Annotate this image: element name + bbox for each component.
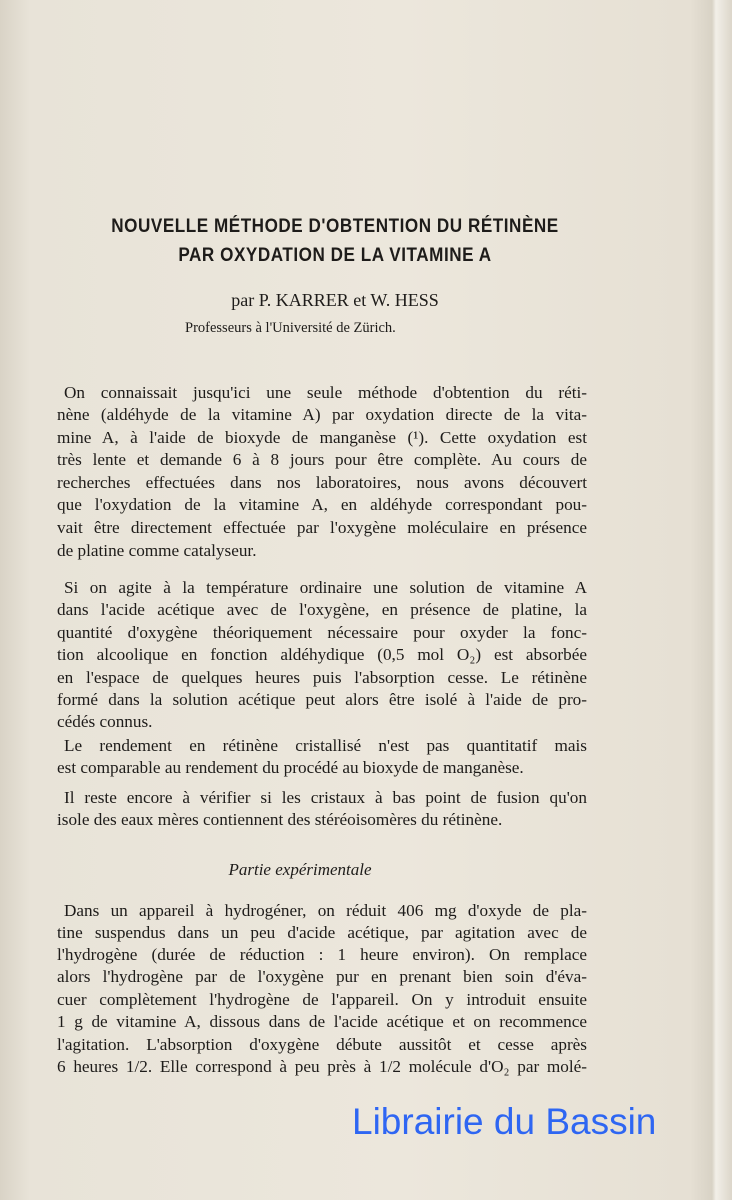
article-title-line-2: PAR OXYDATION DE LA VITAMINE A	[178, 245, 492, 266]
text-line: 1 g de vitamine A, dissous dans de l'acide acétique et on recommence	[57, 1012, 587, 1031]
text-line: est comparable au rendement du procédé au bioxyde de manganèse.	[57, 758, 524, 777]
text-line: tine suspendus dans un peu d'acide acétique, par agitation avec de	[57, 923, 587, 942]
text-line: de platine comme catalyseur.	[57, 541, 257, 560]
authors: par P. KARRER et W. HESS	[231, 290, 439, 310]
text-line: Il reste encore à vérifier si les cristaux à bas point de fusion qu'on	[64, 788, 587, 807]
text-line: Dans un appareil à hydrogéner, on réduit 406 mg d'oxyde de pla-	[64, 901, 587, 920]
text-line: recherches effectuées dans nos laboratoires, nous avons découvert	[57, 473, 587, 492]
text-line: vait être directement effectuée par l'oxygène moléculaire en présence	[57, 518, 587, 537]
text-line: alors l'hydrogène par de l'oxygène pur en prenant bien soin d'éva-	[57, 967, 587, 986]
text-line: très lente et demande 6 à 8 jours pour être complète. Au cours de	[57, 450, 587, 469]
section-heading: Partie expérimentale	[228, 860, 372, 879]
text-line: quantité d'oxygène théoriquement nécessaire pour oxyder la fonc-	[57, 623, 587, 642]
watermark: Librairie du Bassin	[352, 1101, 657, 1142]
text-line: l'agitation. L'absorption d'oxygène débute aussitôt et cesse après	[57, 1035, 587, 1054]
text-line: tion alcoolique en fonction aldéhydique (0,5 mol O₂) est absorbée	[57, 645, 587, 664]
affiliation: Professeurs à l'Université de Zürich.	[185, 320, 396, 336]
text-line: Si on agite à la température ordinaire une solution de vitamine A	[64, 578, 587, 597]
article-title-line-1: NOUVELLE MÉTHODE D'OBTENTION DU RÉTINÈNE	[111, 216, 559, 237]
text-line: mine A, à l'aide de bioxyde de manganèse (¹). Cette oxydation est	[57, 428, 587, 447]
text-line: On connaissait jusqu'ici une seule méthode d'obtention du réti-	[64, 383, 587, 402]
text-line: formé dans la solution acétique peut alors être isolé à l'aide de pro-	[57, 690, 587, 709]
text-line: cuer complètement l'hydrogène de l'appareil. On y introduit ensuite	[57, 990, 587, 1009]
text-line: en l'espace de quelques heures puis l'absorption cesse. Le rétinène	[57, 668, 587, 687]
text-line: Le rendement en rétinène cristallisé n'est pas quantitatif mais	[64, 736, 587, 755]
text-line: isole des eaux mères contiennent des stéréoisomères du rétinène.	[57, 810, 503, 829]
text-line: nène (aldéhyde de la vitamine A) par oxydation directe de la vita-	[57, 405, 587, 424]
text-line: l'hydrogène (durée de réduction : 1 heure environ). On remplace	[57, 945, 587, 964]
text-line: dans l'acide acétique avec de l'oxygène, en présence de platine, la	[57, 600, 587, 619]
text-line: que l'oxydation de la vitamine A, en aldéhyde correspondant pou-	[57, 495, 587, 514]
text-line: 6 heures 1/2. Elle correspond à peu près à 1/2 molécule d'O₂ par molé-	[57, 1057, 587, 1076]
text-line: cédés connus.	[57, 712, 153, 731]
